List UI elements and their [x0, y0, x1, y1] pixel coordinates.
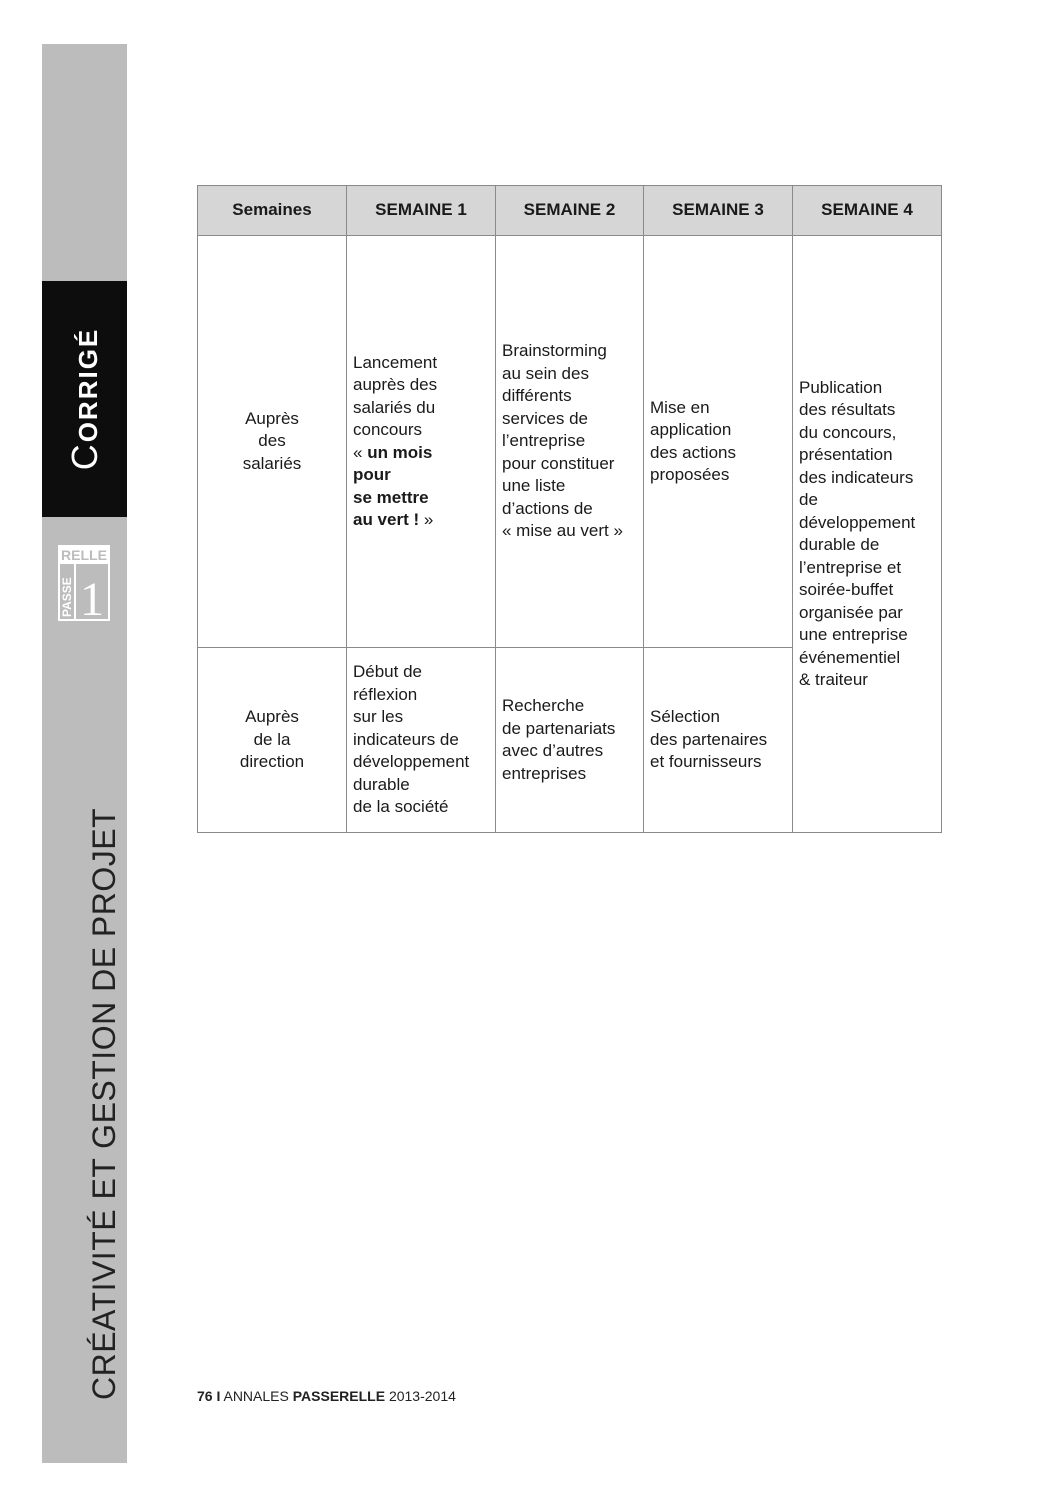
cell-line: avec d’autres [502, 741, 604, 760]
cell-line: pour constituer [502, 453, 615, 473]
section-title: CRÉATIVITÉ ET GESTION DE PROJET [86, 807, 122, 1400]
cell-line: une liste [502, 476, 566, 496]
cell-line: sur les [353, 707, 404, 727]
cell-line: Mise en [650, 397, 710, 417]
logo-number: 1 [80, 573, 104, 621]
cell-line: Début de [353, 662, 422, 682]
cell-line: concours [353, 420, 422, 439]
cell-line: événementiel [799, 647, 901, 667]
cell-line: entreprises [502, 763, 587, 783]
row-label-line: Auprès [245, 707, 299, 727]
cell-line: de la société [353, 797, 449, 817]
bold-text: un mois [367, 442, 433, 462]
planning-table [197, 185, 942, 833]
cell-direction-semaine-2 [496, 648, 644, 833]
header-semaines: Semaines [198, 186, 347, 236]
quote-close: » [419, 510, 434, 529]
cell-line: des indicateurs [799, 467, 914, 487]
cell-line: Sélection [650, 707, 720, 727]
bold-text: au vert ! [353, 510, 420, 529]
cell-line: durable [353, 774, 410, 794]
cell-line: de partenariats [502, 718, 616, 738]
bold-text: se mettre [353, 487, 429, 507]
cell-line: services de [502, 408, 588, 428]
corrige-block [42, 281, 127, 517]
cell-line: Publication [799, 377, 883, 397]
row-label-line: de la [253, 729, 291, 749]
cell-line: une entreprise [799, 625, 908, 644]
cell-line: au sein des [502, 363, 589, 383]
row-label-line: des [258, 431, 286, 451]
cell-salaries-semaine-2 [496, 236, 644, 648]
corrige-rest: ORRIGÉ [72, 327, 103, 443]
cell-line: d’actions de [502, 498, 593, 518]
page-number: 76 [197, 1388, 213, 1404]
cell-line: développement [353, 752, 470, 772]
cell-line: & traiteur [799, 670, 868, 689]
corrige-label [64, 328, 106, 471]
footer-separator: I [216, 1388, 221, 1404]
cell-line: Brainstorming [502, 341, 607, 361]
corrige-initial: C [63, 442, 105, 471]
cell-salaries-semaine-1 [347, 236, 496, 648]
row-label-salaries [198, 236, 347, 648]
row-label-line: Auprès [245, 408, 299, 428]
footer-annales: ANNALES [223, 1388, 289, 1404]
cell-line: soirée-buffet [799, 580, 894, 599]
cell-line: des actions [650, 442, 736, 462]
cell-salaries-semaine-3 [644, 236, 793, 648]
cell-direction-semaine-3 [644, 648, 793, 833]
logo-side-text: PASSE [60, 577, 74, 617]
cell-line: développement [799, 512, 916, 532]
footer-brand: PASSERELLE [292, 1388, 386, 1404]
table-header-row [198, 186, 942, 236]
cell-line: Recherche [502, 696, 585, 715]
header-semaine-4: SEMAINE 4 [793, 186, 942, 236]
cell-direction-semaine-1 [347, 648, 496, 833]
page-footer [197, 1388, 456, 1404]
cell-line: présentation [799, 445, 893, 464]
cell-line: de [799, 490, 818, 509]
header-semaine-2: SEMAINE 2 [496, 186, 644, 236]
row-label-line: salariés [242, 453, 302, 473]
cell-line: durable de [799, 535, 880, 554]
cell-line: Lancement [353, 352, 438, 372]
cell-line [353, 509, 489, 532]
cell-line: proposées [650, 465, 730, 484]
logo-top-text: RELLE [61, 547, 107, 563]
cell-line: l’entreprise et [799, 557, 902, 577]
cell-line: « mise au vert » [502, 521, 623, 541]
cell-line: indicateurs de [353, 729, 459, 749]
cell-line: salariés du [353, 397, 436, 417]
cell-line: différents [502, 386, 572, 406]
cell-line: auprès des [353, 375, 438, 394]
row-label-direction [198, 648, 347, 833]
cell-line: et fournisseurs [650, 752, 762, 772]
table-row-salaries [198, 236, 942, 648]
footer-years: 2013-2014 [388, 1388, 456, 1404]
row-label-line: direction [239, 752, 305, 772]
header-semaine-1: SEMAINE 1 [347, 186, 496, 236]
cell-line: des résultats [799, 400, 896, 419]
header-semaine-3: SEMAINE 3 [644, 186, 793, 236]
cell-line: organisée par [799, 602, 903, 622]
cell-line [353, 442, 489, 465]
cell-line: l’entreprise [502, 431, 586, 451]
cell-line: réflexion [353, 684, 418, 704]
passerelle-1-logo-icon [58, 545, 110, 621]
cell-semaine-4-merged [793, 236, 942, 833]
bold-text: pour [353, 465, 391, 484]
quote-open: « [353, 442, 368, 462]
cell-line: des partenaires [650, 729, 768, 749]
cell-line: du concours, [799, 422, 897, 442]
cell-line: application [650, 420, 732, 439]
